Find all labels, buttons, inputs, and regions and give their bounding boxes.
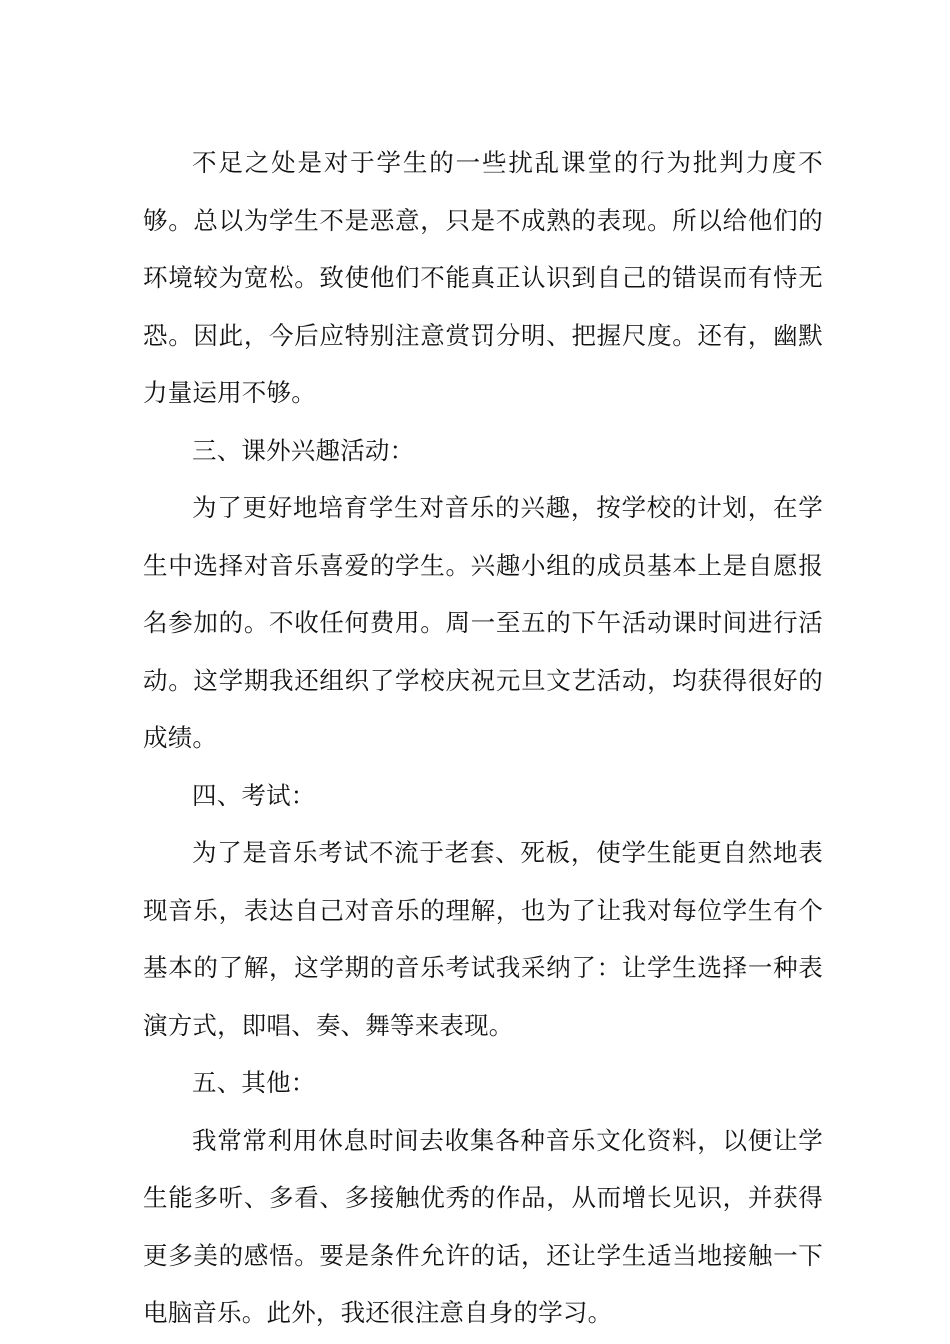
document-body xyxy=(143,134,823,1342)
paragraph-shortcomings: 不足之处是对于学生的一些扰乱课堂的行为批判力度不够。总以为学生不是恶意，只是不成熟的表现。所以给他们的环境较为宽松。致使他们不能真正认识到自己的错误而有恃无恐。因此，今后应特别注意赏罚分明、把握尺度。还有，幽默力量运用不够。 xyxy=(143,148,823,407)
paragraph-other: 我常常利用休息时间去收集各种音乐文化资料，以便让学生能多听、多看、多接触优秀的作品，从而增长见识，并获得更多美的感悟。要是条件允许的话，还让学生适当地接触一下电脑音乐。此外，我还很注意自身的学习。 xyxy=(143,1125,823,1327)
section-heading-exam: 四、考试： xyxy=(192,780,316,810)
section-heading-extracurricular: 三、课外兴趣活动： xyxy=(192,435,415,465)
paragraph-exam: 为了是音乐考试不流于老套、死板，使学生能更自然地表现音乐，表达自己对音乐的理解，也为了让我对每位学生有个基本的了解，这学期的音乐考试我采纳了：让学生选择一种表演方式，即唱、奏、舞等来表现。 xyxy=(143,838,823,1040)
paragraph-extracurricular: 为了更好地培育学生对音乐的兴趣，按学校的计划，在学生中选择对音乐喜爱的学生。兴趣小组的成员基本上是自愿报名参加的。不收任何费用。周一至五的下午活动课时间进行活动。这学期我还组织了学校庆祝元旦文艺活动，均获得很好的成绩。 xyxy=(143,493,823,752)
section-heading-other: 五、其他： xyxy=(192,1068,316,1097)
